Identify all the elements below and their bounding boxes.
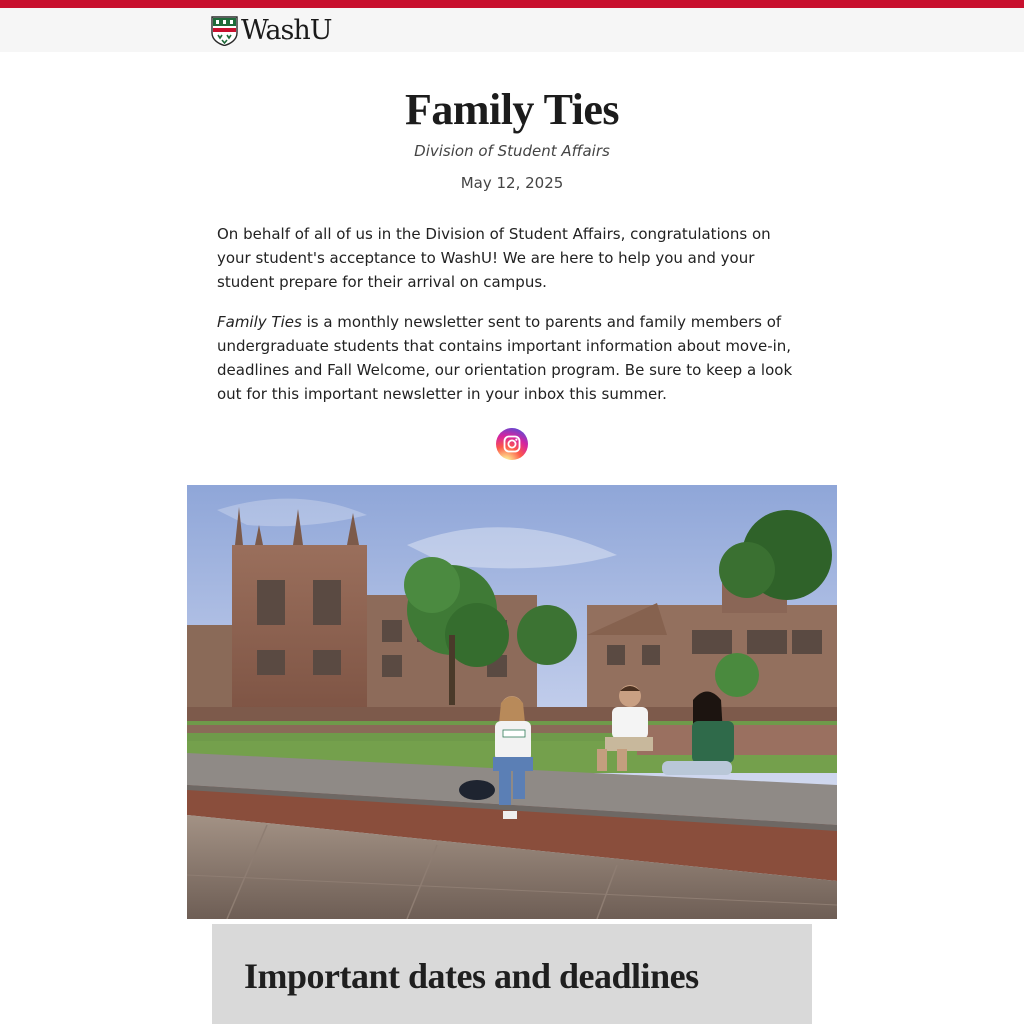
campus-photo — [187, 485, 837, 919]
instagram-icon — [503, 435, 521, 453]
description-paragraph — [217, 310, 807, 406]
newsletter-subtitle: Division of Student Affairs — [414, 142, 610, 160]
dates-heading: Important dates and deadlines — [244, 956, 699, 996]
washu-logo-link[interactable] — [211, 16, 332, 46]
instagram-link[interactable] — [496, 428, 528, 460]
newsletter-date: May 12, 2025 — [460, 174, 564, 192]
washu-shield-icon — [211, 16, 238, 46]
newsletter-title: Family Ties — [404, 85, 620, 134]
description-text: is a monthly newsletter sent to parents and family members of undergraduate students that contains important information about move-in, deadlines and Fall Welcome, our orientation program. Be sure to keep a look out for this important newsletter in your inbox this summer. — [217, 313, 793, 403]
washu-wordmark: WashU — [241, 15, 332, 46]
header — [0, 8, 1024, 52]
intro-paragraph: On behalf of all of us in the Division of Student Affairs, congratulations on your student's acceptance to WashU! We are here to help you and your student prepare for their arrival on campus. — [217, 225, 771, 291]
top-accent-bar — [0, 0, 1024, 8]
newsletter-name-italic: Family Ties — [217, 313, 302, 331]
dates-section — [212, 924, 812, 1024]
